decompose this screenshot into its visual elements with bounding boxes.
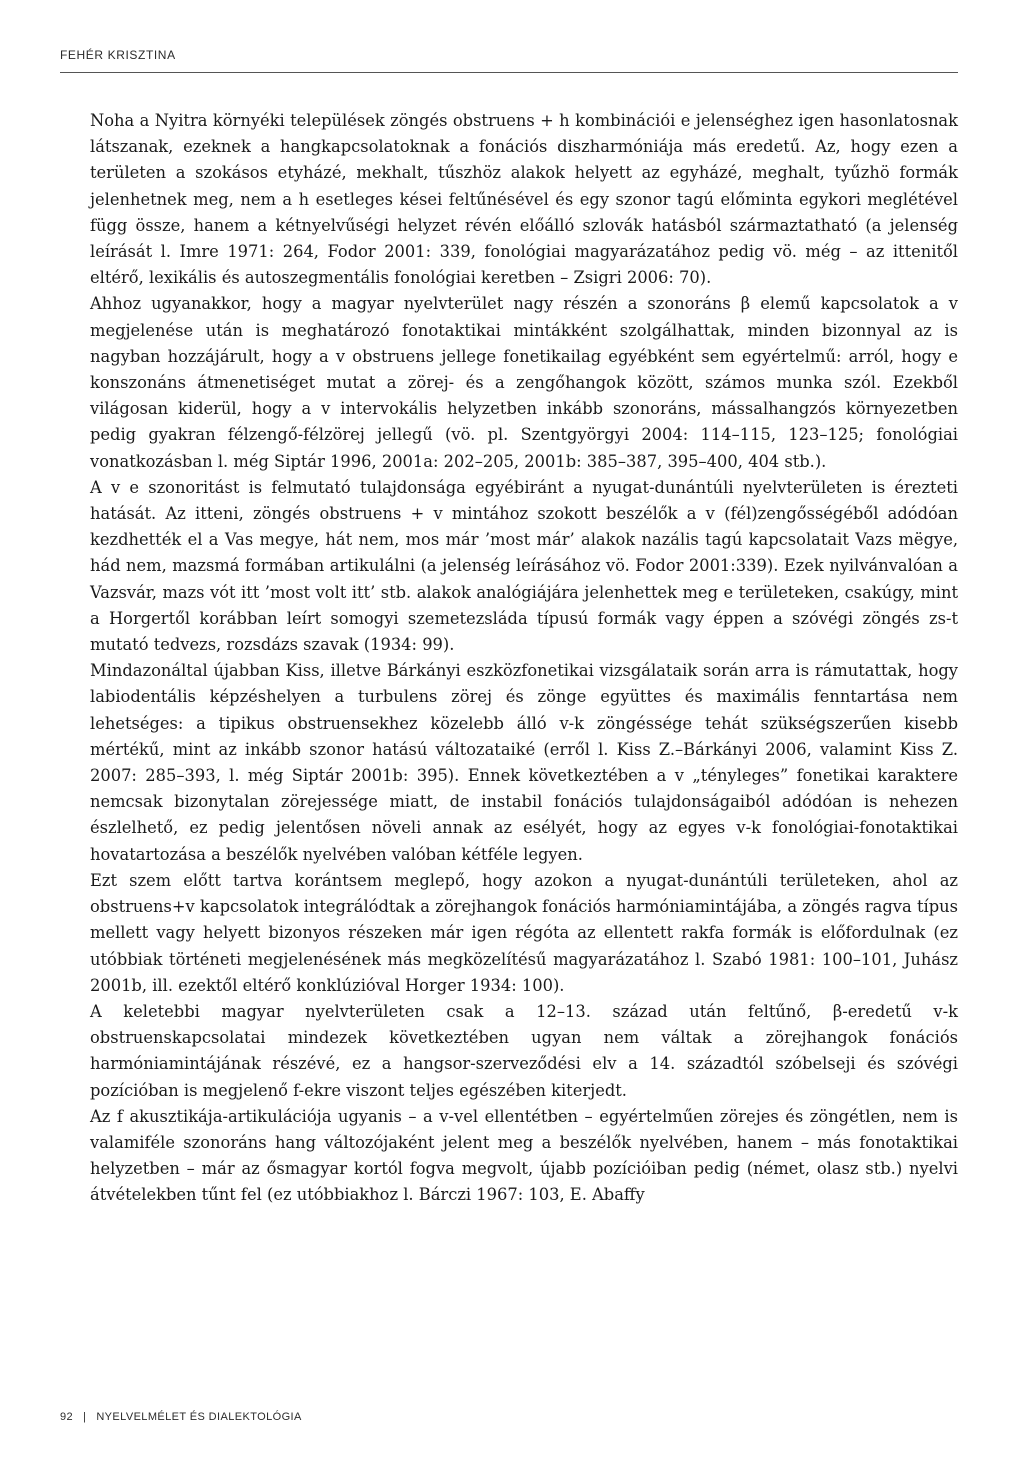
running-head-author: FEHÉR KRISZTINA <box>60 48 176 62</box>
body-text <box>90 108 958 1209</box>
page-number: 92 <box>60 1411 74 1423</box>
paragraph: Mindazonáltal újabban Kiss, illetve Bárkányi eszközfonetikai vizsgálataik során arra is rámutattak, hogy labiodentális képzéshelyen a turbulens zörej és zönge együttes és maximális fenntartása nem lehetséges: a tipikus obstruensekhez közelebb álló v-k zöngéssége tehát szükségszerűen kisebb mértékű, mint az inkább szonor hatású változataiké (erről l. Kiss Z.–Bárkányi 2006, valamint Kiss Z. 2007: 285–393, l. még Siptár 2001b: 395). Ennek következtében a v „tényleges” fonetikai karaktere nemcsak bizonytalan zörejessége miatt, de instabil fonációs tulajdonságaiból adódóan is nehezen észlelhető, ez pedig jelentősen növeli annak az esélyét, hogy az egyes v-k fonológiai-fonotaktikai hovatartozása a beszélők nyelvében valóban kétféle legyen. <box>90 661 958 864</box>
page-footer <box>60 1411 302 1423</box>
header-rule <box>60 72 958 73</box>
paragraph: A v e szonoritást is felmutató tulajdonsága egyébiránt a nyugat-dunántúli nyelvterületen is érezteti hatását. Az itteni, zöngés obstruens + v mintához szokott beszélők a v (fél)zengősségéből adódóan kezdhették el a Vas megye, hát nem, mos már ’most már’ alakok nazális tagú kapcsolatait Vazs mëgye, hád nem, mazsmá formában artikulálni (a jelenség leírásához vö. Fodor 2001:339). Ezek nyilvánvalóan a Vazsvár, mazs vót itt ’most volt itt’ stb. alakok analógiájára jelenhettek meg e területeken, csakúgy, mint a Horgertől korábban leírt somogyi szemetezsláda típusú formák vagy éppen a szóvégi zöngés zs-t mutató tedvezs, rozsdázs szavak (1934: 99). <box>90 477 958 655</box>
paragraph: Ahhoz ugyanakkor, hogy a magyar nyelvterület nagy részén a szonoráns β elemű kapcsolatok a v megjelenése után is meghatározó fonotaktikai mintákként szolgálhattak, minden bizonnyal az is nagyban hozzájárult, hogy a v obstruens jellege fonetikailag egyébként sem egyértelmű: arról, hogy e konszonáns átmenetiséget mutat a zörej- és a zengőhangok között, számos munka szól. Ezekből világosan kiderül, hogy a v intervokális helyzetben inkább szonoráns, mássalhangzós környezetben pedig gyakran félzengő-félzörej jellegű (vö. pl. Szentgyörgyi 2004: 114–115, 123–125; fonológiai vonatkozásban l. még Siptár 1996, 2001a: 202–205, 2001b: 385–387, 395–400, 404 stb.). <box>90 294 958 471</box>
footer-separator: | <box>83 1411 87 1423</box>
paragraph: Noha a Nyitra környéki települések zöngés obstruens + h kombinációi e jelenséghez igen hasonlatosnak látszanak, ezeknek a hangkapcsolatoknak a fonációs diszharmóniája más eredetű. Az, hogy ezen a területen a szokásos etyházé, mekhalt, tűszhöz alakok helyett az egyházé, meghalt, tyűzhö formák jelenhetnek meg, nem a h esetleges kései feltűnésével és egy szonor tagú előminta egykori meglétével függ össze, hanem a kétnyelvűségi helyzet révén előálló szlovák hatásból származtatható (a jelenség leírását l. Imre 1971: 264, Fodor 2001: 339, fonológiai magyarázatához pedig vö. még – az ittenitől eltérő, lexikális és autoszegmentális fonológiai keretben – Zsigri 2006: 70). <box>90 111 958 288</box>
paragraph: A keletebbi magyar nyelvterületen csak a 12–13. század után feltűnő, β-eredetű v-k obstruenskapcsolatai mindezek következtében ugyan nem váltak a zörejhangok fonációs harmóniamintájának részévé, ez a hangsor-szerveződési elv a 14. századtól szóbelseji és szóvégi pozícióban is megjelenő f-ekre viszont teljes egészében kiterjedt. <box>90 1001 958 1100</box>
paragraph: Ezt szem előtt tartva korántsem meglepő, hogy azokon a nyugat-dunántúli területeken, ahol az obstruens+v kapcsolatok integrálódtak a zörejhangok fonációs harmóniamintájába, a zöngés ragva típus mellett vagy helyett bizonyos részeken már igen régóta az ellentett rakfa formák is előfordulnak (ez utóbbiak történeti megjelenésének más megközelítésű magyarázatához l. Szabó 1981: 100–101, Juhász 2001b, ill. ezektől eltérő konklúzióval Horger 1934: 100). <box>90 870 958 995</box>
paragraph: Az f akusztikája-artikulációja ugyanis – a v-vel ellentétben – egyértelműen zörejes és zöngétlen, nem is valamiféle szonoráns hang változójaként jelent meg a beszélők nyelvében, hanem – más fonotaktikai helyzetben – már az ősmagyar kortól fogva megvolt, újabb pozícióiban pedig (német, olasz stb.) nyelvi átvételekben tűnt fel (ez utóbbiakhoz l. Bárczi 1967: 103, E. Abaffy <box>90 1106 958 1205</box>
journal-title: NYELVELMÉLET ÉS DIALEKTOLÓGIA <box>96 1411 302 1423</box>
